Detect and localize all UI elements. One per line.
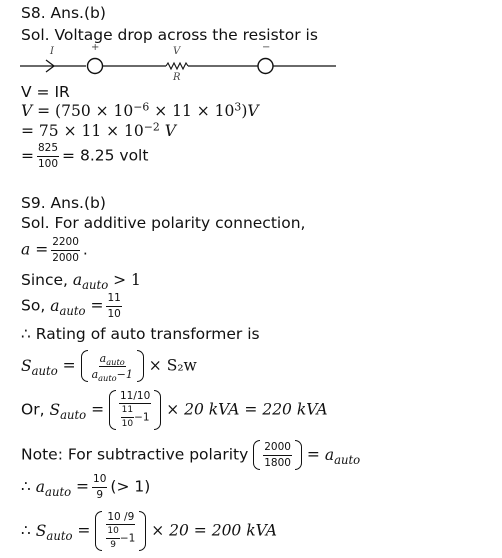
s9-final-numerator: 10 /9 xyxy=(106,512,135,526)
s8-result-denominator: 100 xyxy=(38,157,59,170)
s9-ratio-numerator: 2200 xyxy=(51,237,80,251)
s9-rating-text: ∴ Rating of auto transformer is xyxy=(21,325,260,343)
s9-or-den-numerator: 11 xyxy=(121,406,134,418)
circuit-minus-label: − xyxy=(262,44,271,53)
s8-heading: S8. Ans.(b) xyxy=(21,4,106,22)
s9-s-auto-rest: × S₂w xyxy=(148,356,197,375)
circuit-voltage-label: V xyxy=(173,46,181,57)
s8-sol-text: Sol. Voltage drop across the resistor is xyxy=(21,26,318,44)
s9-final-den-denominator: 9 xyxy=(110,540,116,551)
s8-eq-simplify: = $75 \times 11 \times 10^{-2}$ V xyxy=(21,120,176,140)
s9-note-line: Note: For subtractive polarity $\frac{2000}{1800}$ = $a_{auto}$ xyxy=(21,441,361,469)
s9-note-prefix: Note: For subtractive polarity xyxy=(21,445,249,464)
s9-note-denominator: 1800 xyxy=(264,456,291,469)
s9-so-line: So, $a_{auto}$ = $\frac{11}{10}$ xyxy=(21,292,121,320)
circuit-current-label: I xyxy=(50,46,54,57)
s9-therefore-numerator: 10 xyxy=(92,474,107,488)
s9-note-numerator: 2000 xyxy=(263,442,292,456)
s8-eq-ohms-law: V = IR xyxy=(21,83,70,101)
s9-sol-text: Sol. For additive polarity connection, xyxy=(21,214,306,232)
s9-or-rest: × 20 kVA = 220 kVA xyxy=(166,400,328,419)
s9-final-line: ∴ $S_{auto}$ = 10 /9 $\frac{10}{9}$ −1 × 20 = 200 kVA xyxy=(21,510,277,551)
s9-therefore-denominator: 9 xyxy=(96,488,104,501)
s9-or-line: Or, $S_{auto}$ = 11/10 $\frac{11}{10}$ −1 × 20 kVA = 220 kVA xyxy=(21,389,328,430)
circuit-resistor-label: R xyxy=(173,72,181,82)
s9-or-numerator: 11/10 xyxy=(119,391,151,405)
s9-therefore-line: ∴ $a_{auto}$ = $\frac{10}{9}$ (> 1) xyxy=(21,473,151,501)
s9-final-rest: × 20 = 200 kVA xyxy=(151,521,277,540)
s9-so-numerator: 11 xyxy=(106,293,121,307)
s8-result-numerator: 825 xyxy=(37,143,59,157)
circuit-plus-label: + xyxy=(91,44,100,53)
s9-eq-ratio: a = $\frac{2200}{2000}$ . xyxy=(21,236,88,264)
s8-result-value: = 8.25 volt xyxy=(62,146,149,165)
s8-eq-result: = $\frac{825}{100}$ = 8.25 volt xyxy=(21,142,149,170)
s9-ratio-denominator: 2000 xyxy=(52,251,79,264)
s9-so-denominator: 10 xyxy=(107,307,121,320)
s9-final-den-numerator: 10 xyxy=(106,527,119,539)
s9-s-auto-formula: $S_{auto}$ = $\frac{a_{auto}}{a_{auto}-1}$ × S₂w xyxy=(21,351,197,383)
s9-or-den-denominator: 10 xyxy=(121,419,134,430)
s9-heading: S9. Ans.(b) xyxy=(21,194,106,212)
circuit-diagram xyxy=(18,44,338,82)
s9-since-line: Since, $a_{auto} > 1$ xyxy=(21,271,141,293)
s8-eq-substitution: $V = (750 \times 10^{-6} \times 11 \times 10^3)V$ xyxy=(21,100,259,120)
s9-therefore-rest: (> 1) xyxy=(110,477,151,496)
